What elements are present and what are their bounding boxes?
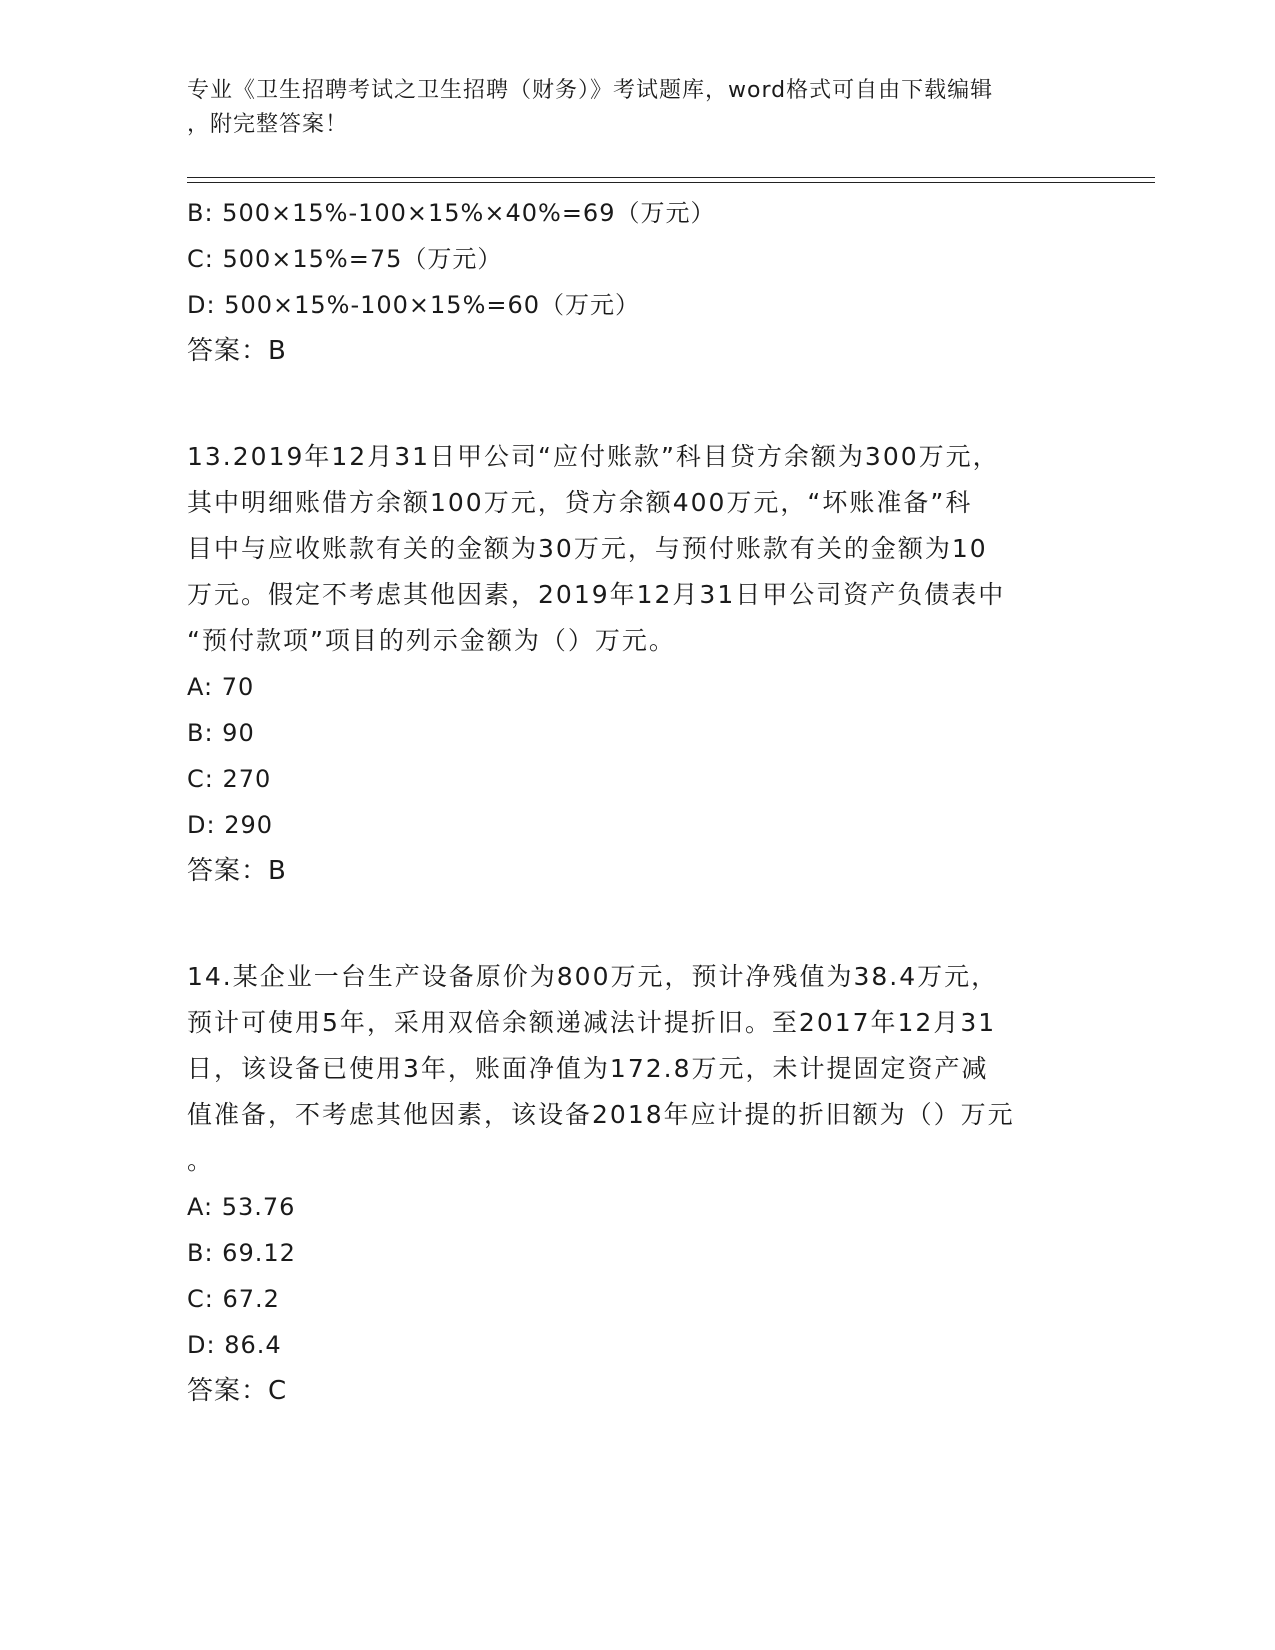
option-b: B: 69.12: [187, 1239, 296, 1267]
option-d: D: 86.4: [187, 1331, 282, 1359]
question-13-line: “预付款项”项目的列示金额为（）万元。: [187, 626, 676, 655]
question-13-line: 目中与应收账款有关的金额为30万元，与预付账款有关的金额为10: [187, 534, 988, 563]
spacer: [187, 894, 1087, 954]
document-body: [187, 190, 1087, 1414]
question-14-answer: 答案：C: [187, 1376, 288, 1406]
header-line-1: 专业《卫生招聘考试之卫生招聘（财务）》考试题库，word格式可自由下载编辑: [187, 78, 994, 103]
prev-question-options: [187, 190, 1087, 328]
question-14-line: 值准备，不考虑其他因素，该设备2018年应计提的折旧额为（）万元: [187, 1100, 1015, 1129]
option-a: A: 53.76: [187, 1193, 296, 1221]
question-13-line: 万元。假定不考虑其他因素，2019年12月31日甲公司资产负债表中: [187, 580, 1006, 609]
question-14-stem: [187, 954, 1087, 1184]
question-14-line: 预计可使用5年，采用双倍余额递减法计提折旧。至2017年12月31: [187, 1008, 997, 1037]
spacer: [187, 374, 1087, 434]
question-13-options: [187, 664, 1087, 848]
header-line-2: ，附完整答案！: [187, 112, 349, 137]
question-13-stem: [187, 434, 1087, 664]
question-14-options: [187, 1184, 1087, 1368]
option-c: C: 270: [187, 765, 272, 793]
option-d: D: 500×15%-100×15%=60（万元）: [187, 291, 641, 319]
option-b: B: 90: [187, 719, 255, 747]
question-14-line: 14.某企业一台生产设备原价为800万元，预计净残值为38.4万元，: [187, 962, 999, 991]
question-13-line: 其中明细账借方余额100万元，贷方余额400万元，“坏账准备”科: [187, 488, 973, 517]
option-c: C: 500×15%=75（万元）: [187, 245, 503, 273]
question-14-line: 日，该设备已使用3年，账面净值为172.8万元，未计提固定资产减: [187, 1054, 989, 1083]
header-divider-bottom: [187, 182, 1155, 183]
option-c: C: 67.2: [187, 1285, 280, 1313]
option-b: B: 500×15%-100×15%×40%=69（万元）: [187, 199, 716, 227]
question-13-line: 13.2019年12月31日甲公司“应付账款”科目贷方余额为300万元，: [187, 442, 1000, 471]
question-13-answer: 答案：B: [187, 856, 287, 886]
document-header: [187, 74, 1077, 142]
option-d: D: 290: [187, 811, 274, 839]
header-divider-top: [187, 177, 1155, 178]
prev-question-answer: 答案：B: [187, 336, 287, 366]
question-14-line: 。: [187, 1146, 215, 1175]
option-a: A: 70: [187, 673, 255, 701]
